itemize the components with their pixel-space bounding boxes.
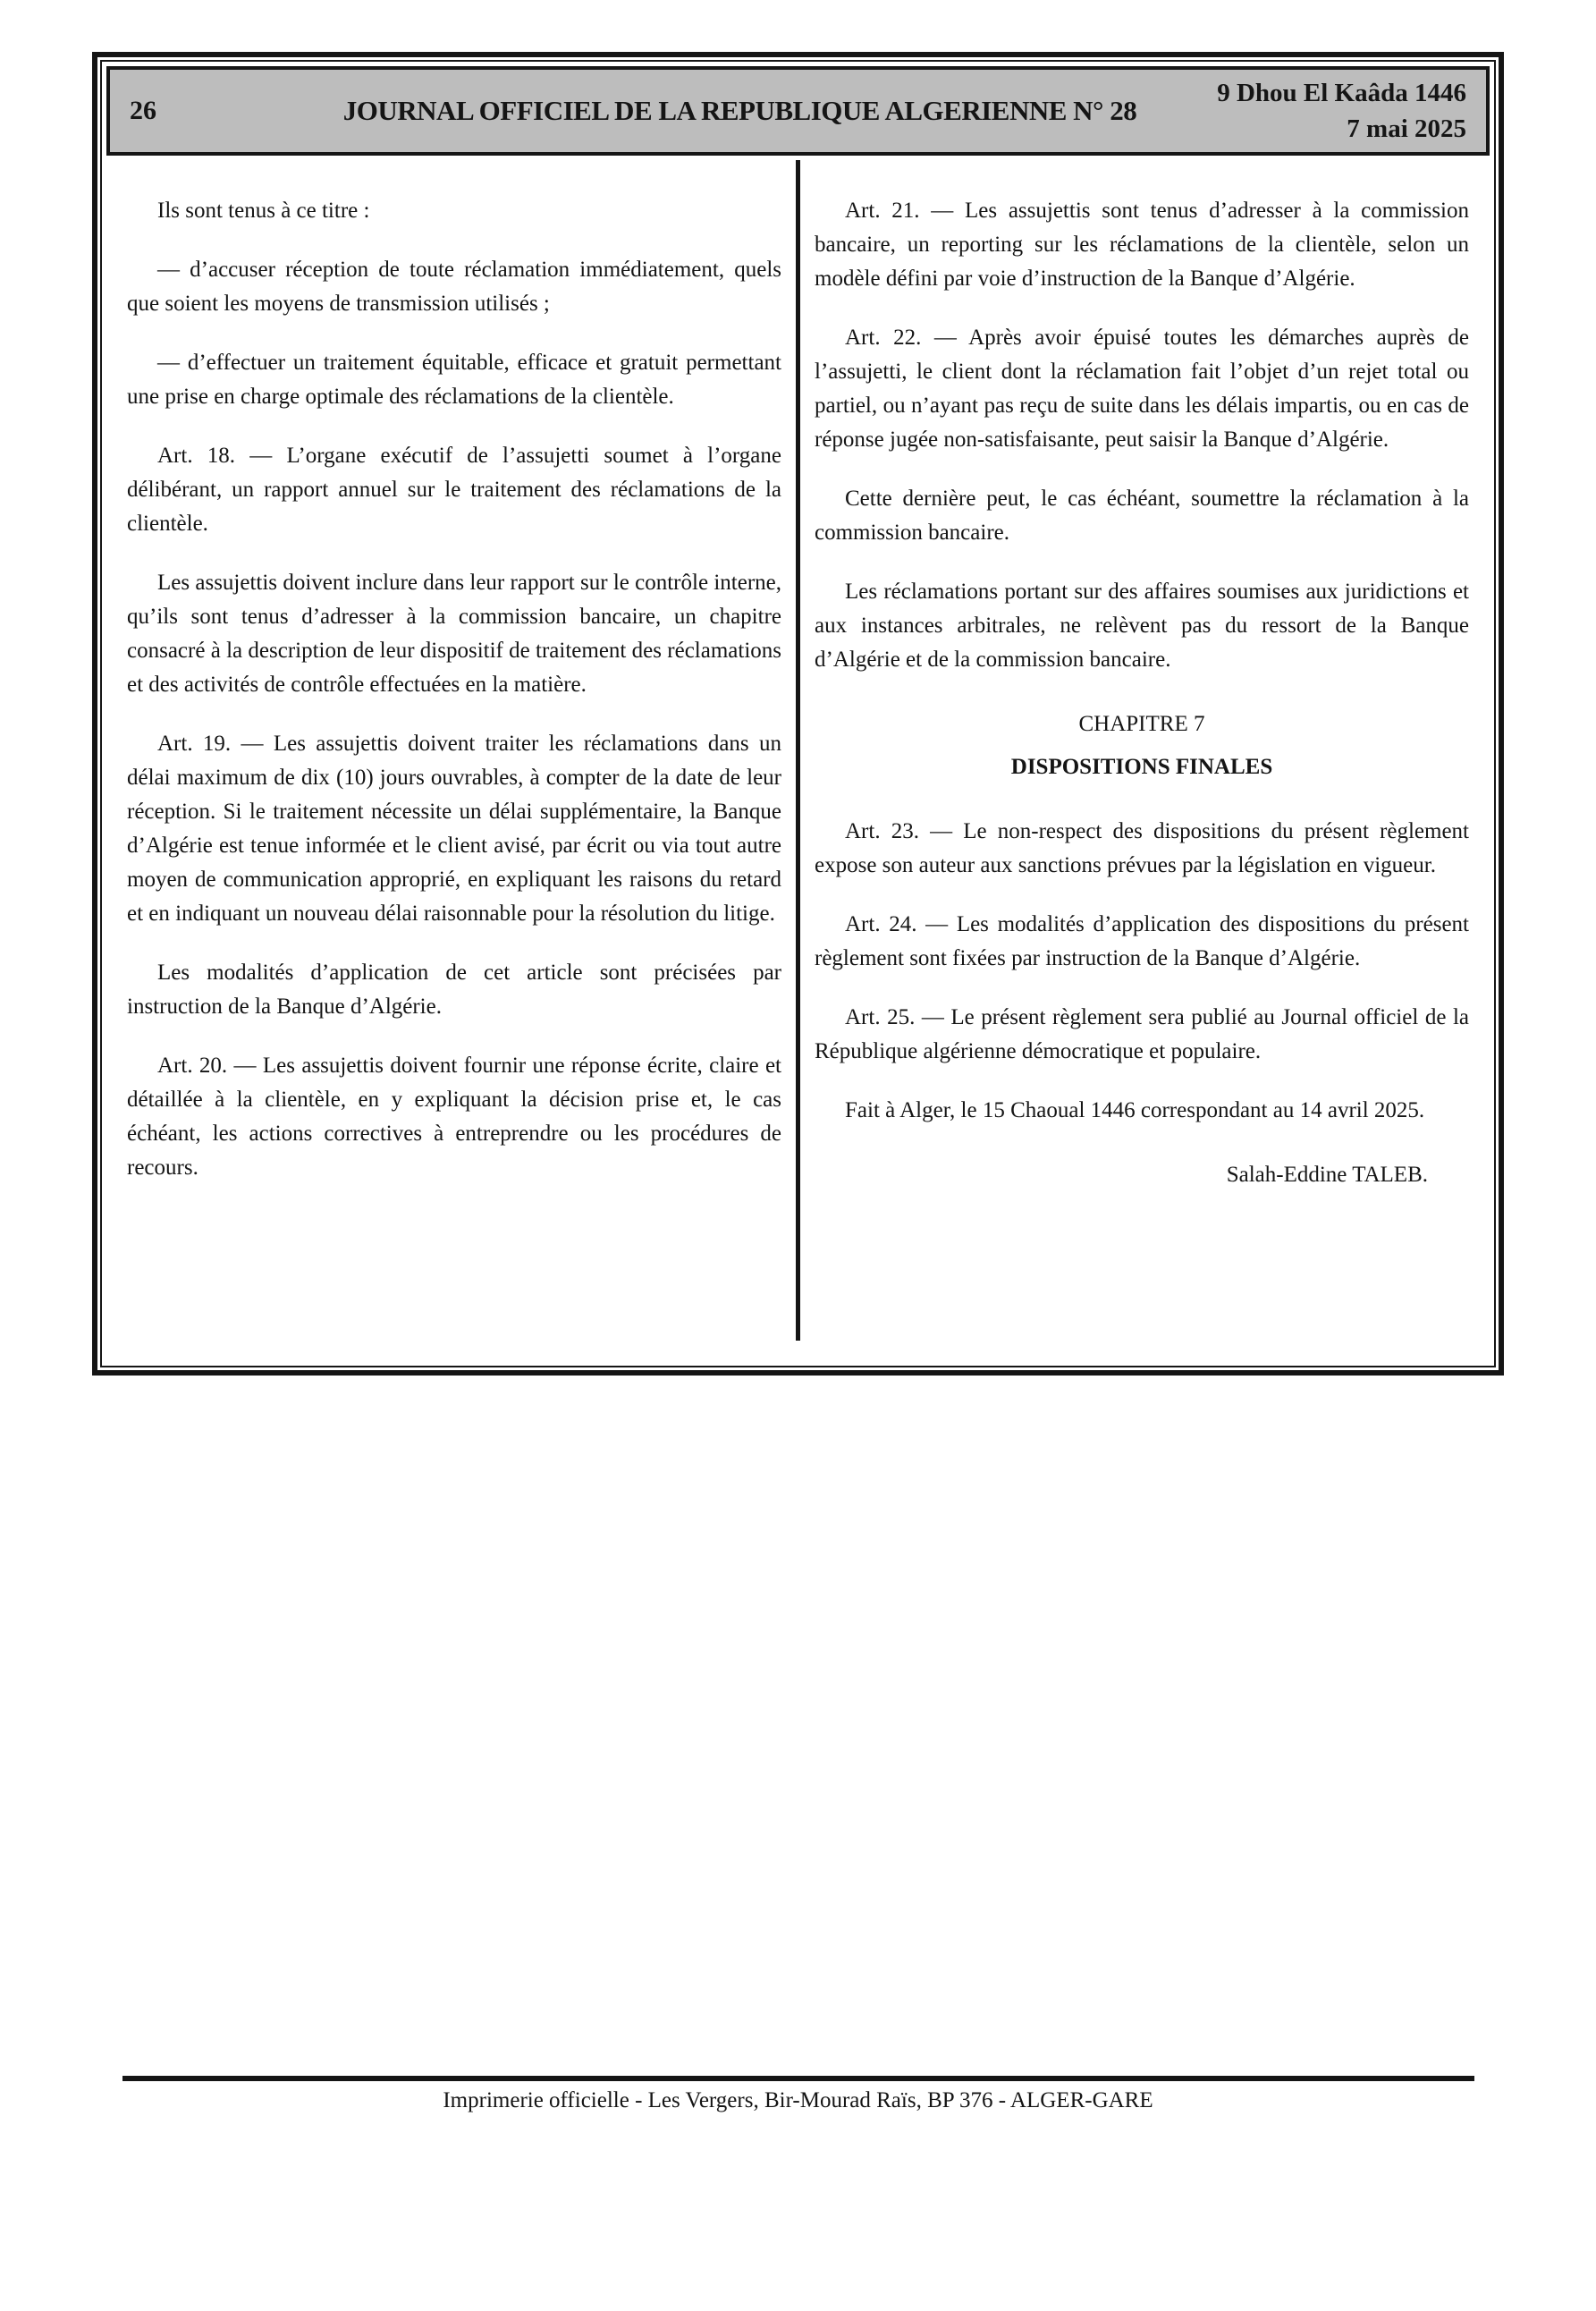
- paragraph: Les assujettis doivent inclure dans leur rapport sur le contrôle interne, qu’ils sont tenus d’adresser à la commission bancaire, un chapitre consacré à la description de leur dispositif de traitement des réclamations et des activités de contrôle effectuées en la matière.: [127, 571, 781, 697]
- journal-header: [106, 66, 1490, 156]
- page-footer: [0, 2076, 1596, 2113]
- paragraph: Art. 22. — Après avoir épuisé toutes les démarches auprès de l’assujetti, le client dont la réclamation fait l’objet d’un rejet total ou partiel, ou n’ayant pas reçu de suite dans les délais impartis, ou en cas de réponse jugée non-satisfaisante, peut saisir la Banque d’Algérie.: [815, 326, 1469, 452]
- paragraph: Ils sont tenus à ce titre :: [157, 199, 370, 223]
- date-gregorian: 7 mai 2025: [1347, 114, 1466, 143]
- paragraph: Art. 24. — Les modalités d’application des dispositions du présent règlement sont fixées par instruction de la Banque d’Algérie.: [815, 912, 1469, 970]
- paragraph: Les réclamations portant sur des affaires soumises aux juridictions et aux instances arbitrales, ne relèvent pas du ressort de la Banque d’Algérie et de la commission bancaire.: [815, 580, 1469, 672]
- paragraph: — d’accuser réception de toute réclamation immédiatement, quels que soient les moyens de transmission utilisés ;: [127, 258, 781, 316]
- page-number: 26: [130, 96, 156, 125]
- paragraph: Art. 25. — Le présent règlement sera publié au Journal officiel de la République algérienne démocratique et populaire.: [815, 1005, 1469, 1063]
- paragraph: Art. 18. — L’organe exécutif de l’assujetti soumet à l’organe délibérant, un rapport annuel sur le traitement des réclamations de la clientèle.: [127, 444, 781, 536]
- paragraph: Art. 23. — Le non-respect des dispositions du présent règlement expose son auteur aux sanctions prévues par la législation en vigueur.: [815, 819, 1469, 877]
- paragraph: Art. 21. — Les assujettis sont tenus d’adresser à la commission bancaire, un reporting sur les réclamations de la clientèle, selon un modèle défini par voie d’instruction de la Banque d’Algérie.: [815, 199, 1469, 291]
- journal-title: JOURNAL OFFICIEL DE LA REPUBLIQUE ALGERIENNE N° 28: [342, 95, 1137, 126]
- paragraph: Salah-Eddine TALEB.: [1226, 1163, 1428, 1187]
- journal-page: [0, 52, 1596, 2113]
- paragraph: DISPOSITIONS FINALES: [1010, 755, 1273, 779]
- footer-imprint: Imprimerie officielle - Les Vergers, Bir-Mourad Raïs, BP 376 - ALGER-GARE: [443, 2088, 1153, 2112]
- right-column: [800, 160, 1494, 1366]
- paragraph: Art. 19. — Les assujettis doivent traiter les réclamations dans un délai maximum de dix (10) jours ouvrables, à compter de la date de leur réception. Si le traitement nécessite un délai supplémentaire, la Banque d’Algérie est tenue informée et le client avisé, par écrit ou via tout autre moyen de communication approprié, en expliquant les raisons du retard et en indiquant un nouveau délai raisonnable pour la résolution du litige.: [127, 732, 781, 926]
- paragraph: Art. 20. — Les assujettis doivent fournir une réponse écrite, claire et détaillée à la clientèle, en y expliquant la décision prise et, le cas échéant, les actions correctives à entreprendre ou les procédures de recours.: [127, 1054, 781, 1180]
- footer-rule: [122, 2076, 1474, 2081]
- paragraph: Cette dernière peut, le cas échéant, soumettre la réclamation à la commission bancaire.: [815, 487, 1469, 545]
- paragraph: Fait à Alger, le 15 Chaoual 1446 correspondant au 14 avril 2025.: [845, 1098, 1425, 1122]
- content-columns: [102, 160, 1494, 1366]
- page-frame-inner: [100, 60, 1496, 1367]
- date-hijri: 9 Dhou El Kaâda 1446: [1217, 79, 1466, 107]
- paragraph: — d’effectuer un traitement équitable, efficace et gratuit permettant une prise en charge optimale des réclamations de la clientèle.: [127, 351, 781, 409]
- paragraph: CHAPITRE 7: [1078, 712, 1205, 736]
- page-frame: [92, 52, 1504, 1376]
- left-column: [102, 160, 796, 1366]
- paragraph: Les modalités d’application de cet article sont précisées par instruction de la Banque d’Algérie.: [127, 961, 781, 1019]
- header-dates: [1171, 75, 1466, 147]
